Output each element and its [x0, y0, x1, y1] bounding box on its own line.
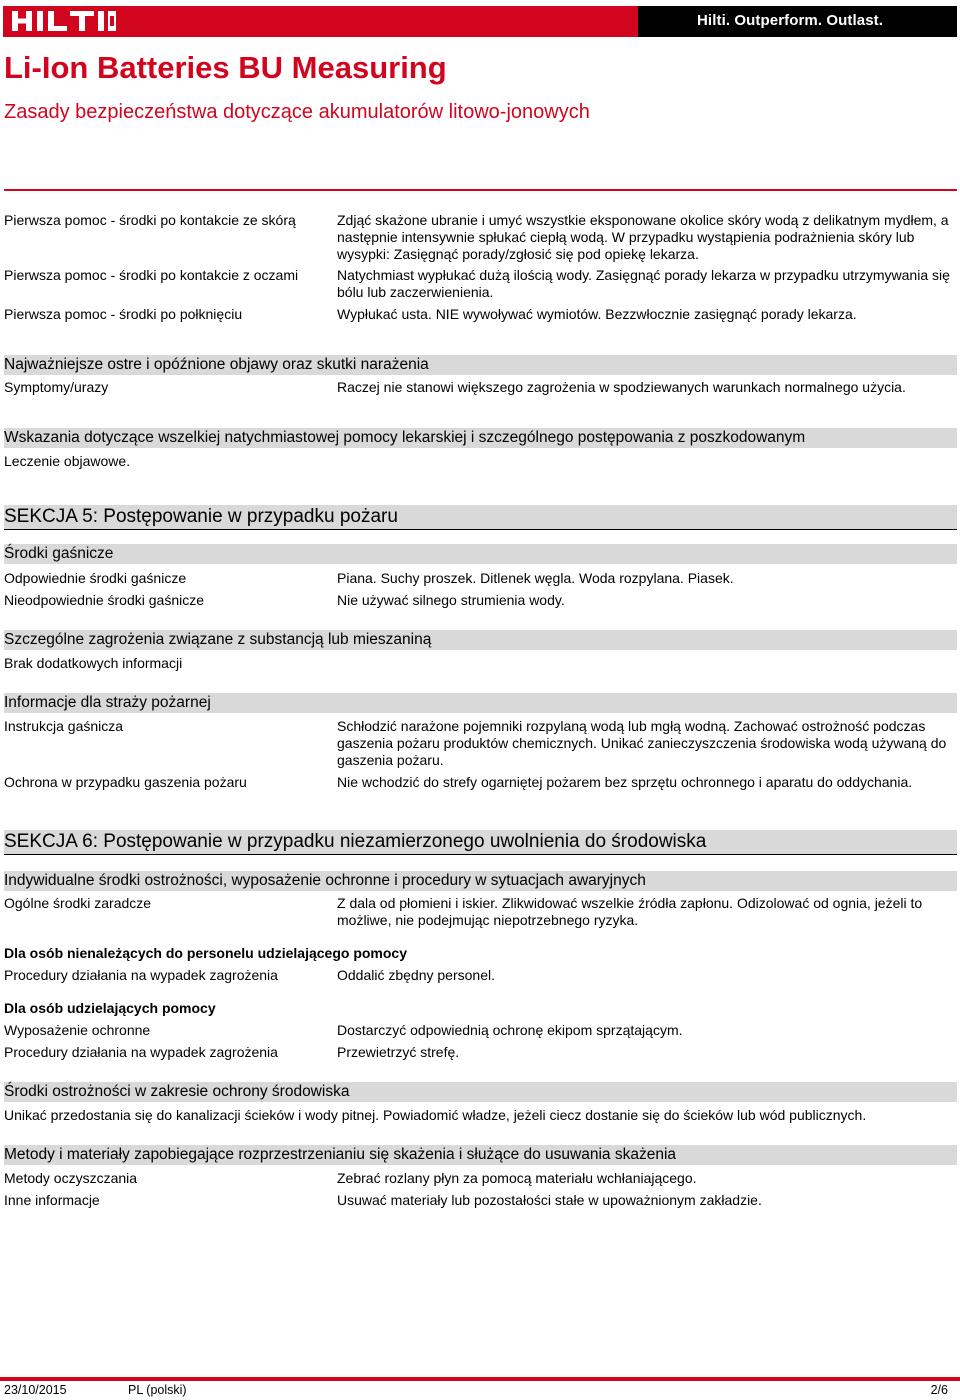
symptoms-value: Raczej nie stanowi większego zagrożenia w spodziewanych warunkach normalnego użycia. [337, 379, 906, 395]
hilti-logo [12, 10, 118, 32]
symptoms-heading: Najważniejsze ostre i opóźnione objawy oraz skutki narażenia [4, 356, 429, 373]
special-hazards-heading: Szczególne zagrożenia związane z substancją lub mieszaniną [4, 631, 432, 648]
firefighters-heading: Informacje dla straży pożarnej [4, 694, 211, 711]
protective-equipment-value: Dostarczyć odpowiednią ochronę ekipom sprzątającym. [337, 1022, 683, 1038]
first-aid-eyes-value: Natychmiast wypłukać dużą ilością wody. Zasięgnąć porady lekarza w przypadku utrzymywania się bólu lub zaczerwienienia. [337, 267, 950, 300]
symptoms-label: Symptomy/urazy [4, 379, 109, 395]
other-info-label: Inne informacje [4, 1192, 100, 1208]
footer-page-number: 2/6 [930, 1383, 948, 1397]
non-emergency-heading: Dla osób nienależących do personelu udzielającego pomocy [4, 945, 407, 961]
product-title: Li-Ion Batteries BU Measuring [4, 50, 447, 85]
brand-slogan: Hilti. Outperform. Outlast. [697, 12, 884, 29]
footer-date: 23/10/2015 [4, 1383, 67, 1397]
general-measures-value: Z dala od płomieni i iskier. Zlikwidować wszelkie źródła zapłonu. Odizolować od ognia, jeżeli to możliwe, nie podejmując niepotrzebnego ryzyka. [337, 895, 923, 928]
section6-title: SEKCJA 6: Postępowanie w przypadku niezamierzonego uwolnienia do środowiska [4, 831, 707, 852]
suitable-media-label: Odpowiednie środki gaśnicze [4, 570, 187, 586]
first-aid-skin-value: Zdjąć skażone ubranie i umyć wszystkie eksponowane okolice skóry wodą z delikatnym mydłem, a następnie intensywnie spłukać ciepłą wodą. W przypadku wystąpienia podrażnienia skóry lub wysypki: Zasięgnąć porady/zgłosić się pod opiekę lekarza. [337, 212, 949, 262]
personal-precautions-heading: Indywidualne środki ostrożności, wyposażenie ochronne i procedury w sytuacjach awaryjnych [4, 872, 646, 889]
special-hazards-text: Brak dodatkowych informacji [4, 655, 183, 671]
document-subtitle: Zasady bezpieczeństwa dotyczące akumulatorów litowo-jonowych [4, 101, 590, 123]
environmental-precautions-heading: Środki ostrożności w zakresie ochrony środowiska [4, 1083, 350, 1100]
fire-instruction-value: Schłodzić narażone pojemniki rozpylaną wodą lub mgłą wodną. Zachować ostrożność podczas gaszenia pożaru produktów chemicznych. Unikać zanieczyszczenia środowiska wodą używaną do gaszenia pożaru. [337, 718, 947, 768]
section5-title: SEKCJA 5: Postępowanie w przypadku pożaru [4, 506, 398, 527]
fire-protection-label: Ochrona w przypadku gaszenia pożaru [4, 774, 247, 790]
suitable-media-value: Piana. Suchy proszek. Ditlenek węgla. Woda rozpylana. Piasek. [337, 570, 734, 586]
medical-text: Leczenie objawowe. [4, 453, 131, 469]
unsuitable-media-label: Nieodpowiednie środki gaśnicze [4, 592, 205, 608]
containment-methods-heading: Metody i materiały zapobiegające rozprzestrzenianiu się skażenia i służące do usuwania skażenia [4, 1146, 677, 1163]
extinguishing-media-bar [4, 544, 957, 564]
cleaning-methods-value: Zebrać rozlany płyn za pomocą materiału wchłaniającego. [337, 1170, 697, 1186]
cleaning-methods-label: Metody oczyszczania [4, 1170, 138, 1186]
environmental-precautions-text: Unikać przedostania się do kanalizacji ścieków i wody pitnej. Powiadomić władze, jeżeli ciecz dostanie się do ścieków lub wód publicznych. [4, 1107, 867, 1123]
responder-procedures-value: Przewietrzyć strefę. [337, 1044, 460, 1060]
unsuitable-media-value: Nie używać silnego strumienia wody. [337, 592, 565, 608]
responders-heading: Dla osób udzielających pomocy [4, 1000, 216, 1016]
first-aid-skin-label: Pierwsza pomoc - środki po kontakcie ze skórą [4, 212, 296, 228]
protective-equipment-label: Wyposażenie ochronne [4, 1022, 151, 1038]
first-aid-ingestion-label: Pierwsza pomoc - środki po połknięciu [4, 306, 243, 322]
footer-divider [0, 1377, 960, 1381]
other-info-value: Usuwać materiały lub pozostałości stałe w upoważnionym zakładzie. [337, 1192, 762, 1208]
header-divider [4, 189, 957, 191]
medical-heading: Wskazania dotyczące wszelkiej natychmiastowej pomocy lekarskiej i szczególnego postępowania z poszkodowanym [4, 429, 806, 446]
fire-protection-value: Nie wchodzić do strefy ogarniętej pożarem bez sprzętu ochronnego i aparatu do oddychania. [337, 774, 913, 790]
non-emergency-procedures-value: Oddalić zbędny personel. [337, 967, 495, 983]
first-aid-eyes-label: Pierwsza pomoc - środki po kontakcie z oczami [4, 267, 299, 283]
general-measures-label: Ogólne środki zaradcze [4, 895, 152, 911]
footer-language: PL (polski) [128, 1383, 187, 1397]
responder-procedures-label: Procedury działania na wypadek zagrożenia [4, 1044, 278, 1060]
first-aid-ingestion-value: Wypłukać usta. NIE wywoływać wymiotów. Bezzwłocznie zasięgnąć porady lekarza. [337, 306, 857, 322]
non-emergency-procedures-label: Procedury działania na wypadek zagrożenia [4, 967, 278, 983]
fire-instruction-label: Instrukcja gaśnicza [4, 718, 124, 734]
extinguishing-media-heading: Środki gaśnicze [4, 545, 114, 562]
